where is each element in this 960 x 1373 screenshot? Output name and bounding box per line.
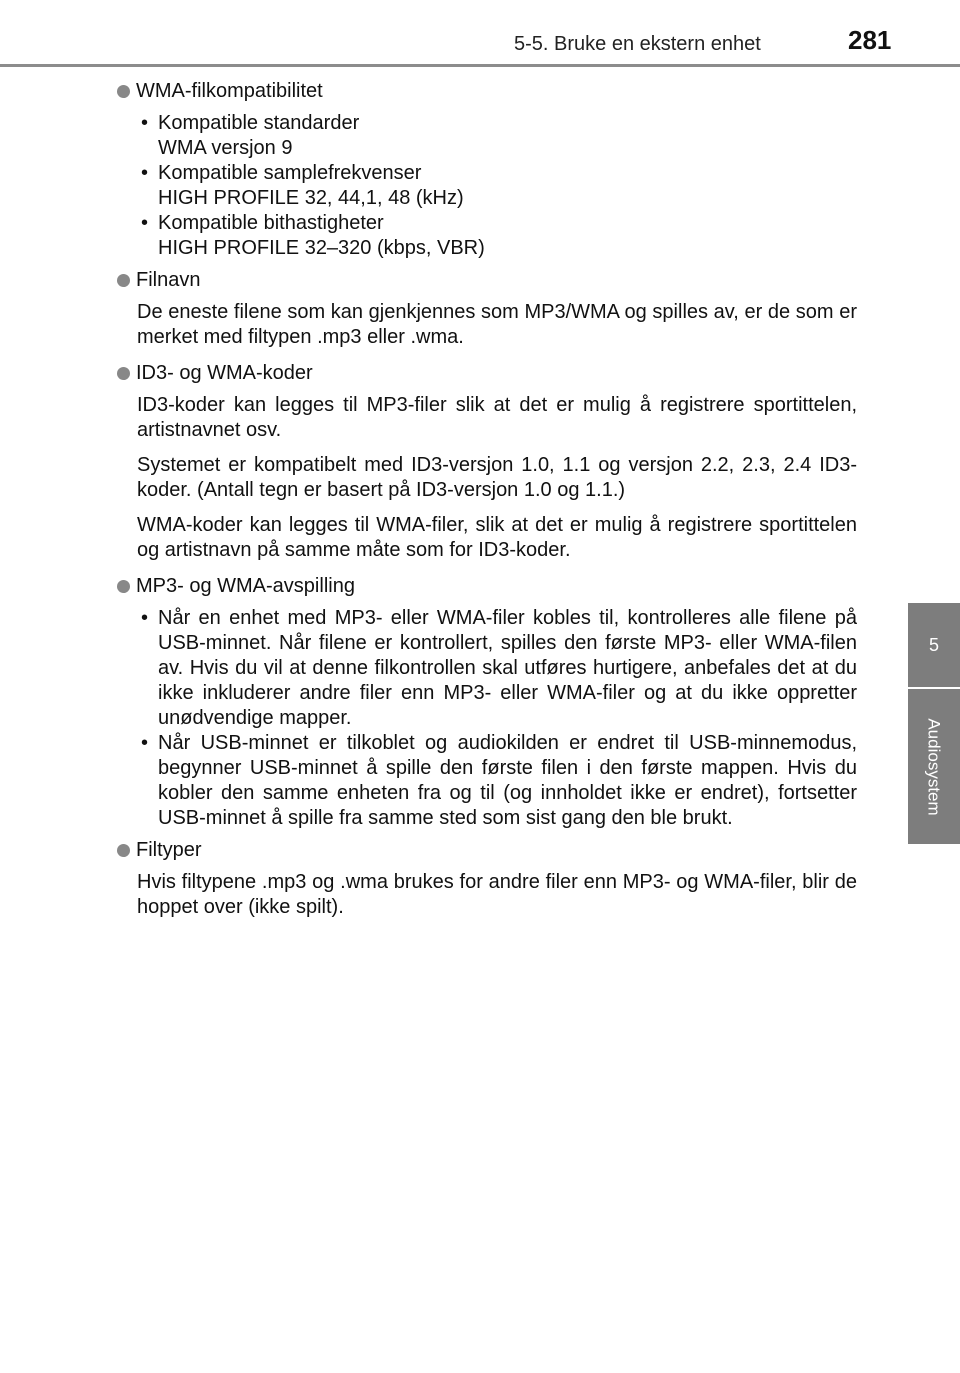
list-item-value: WMA versjon 9 xyxy=(158,137,293,159)
bullet-dot-icon xyxy=(117,580,130,593)
list-item: • Når USB-minnet er tilkoblet og audiokilden er endret til USB-minnemodus, begynner USB-minnet å spille den første filen i den første mappen. Hvis du kobler den samme enheten fra og til (og innholdet ikke er endret), fortsetter USB-minnet å spille fra samme sted som sist gang den ble brukt. xyxy=(141,732,857,829)
section-heading-text: WMA-filkompatibilitet xyxy=(136,80,323,102)
paragraph: ID3-koder kan legges til MP3-filer slik at det er mulig å registrere sportittelen, artistnavnet osv. xyxy=(137,394,857,441)
section-id3-wma-tags xyxy=(117,360,857,563)
section-playback xyxy=(117,573,857,831)
chapter-tab-number: 5 xyxy=(908,603,960,687)
list-item-value: HIGH PROFILE 32, 44,1, 48 (kHz) xyxy=(158,187,464,209)
bullet-dot-icon xyxy=(117,85,130,98)
section-wma-compatibility xyxy=(117,78,857,261)
section-heading xyxy=(117,78,857,105)
section-heading-text: Filnavn xyxy=(136,269,201,291)
list-item-text: Når USB-minnet er tilkoblet og audiokilden er endret til USB-minnemodus, begynner USB-minnet å spille den første filen i den første mappen. Hvis du kobler den samme enheten fra og til (og innholdet ikke er endret), fortsetter USB-minnet å spille fra samme sted som sist gang den ble brukt. xyxy=(158,732,857,829)
section-heading-text: ID3- og WMA-koder xyxy=(136,362,313,384)
list-item-title: Kompatible standarder xyxy=(158,112,360,134)
header-divider xyxy=(0,64,960,67)
section-heading xyxy=(117,267,857,294)
paragraph: WMA-koder kan legges til WMA-filer, slik at det er mulig å registrere sportittelen og artistnavn på samme måte som for ID3-koder. xyxy=(137,514,857,561)
paragraph: Systemet er kompatibelt med ID3-versjon 1.0, 1.1 og versjon 2.2, 2.3, 2.4 ID3-koder. (Antall tegn er basert på ID3-versjon 1.0 og 1.1.) xyxy=(137,454,857,501)
section-filename xyxy=(117,267,857,350)
section-heading-text: MP3- og WMA-avspilling xyxy=(136,575,355,597)
section-heading xyxy=(117,360,857,387)
list-item-value: HIGH PROFILE 32–320 (kbps, VBR) xyxy=(158,237,485,259)
page-number: 281 xyxy=(848,25,892,55)
list-item: • Kompatible standarder WMA versjon 9 xyxy=(141,112,360,159)
chapter-tab-label xyxy=(908,689,960,844)
list-item: • Kompatible bithastigheter HIGH PROFILE 32–320 (kbps, VBR) xyxy=(141,212,485,259)
spec-list xyxy=(137,111,857,261)
page-content xyxy=(117,78,857,930)
list-item-title: Kompatible samplefrekvenser xyxy=(158,162,422,184)
list-item-text: Når en enhet med MP3- eller WMA-filer kobles til, kontrolleres alle filene på USB-minnet. Når filene er kontrollert, spilles den første MP3- eller WMA-filen av. Hvis du vil at denne filkontrollen skal utføres hurtigere, anbefales det at du ikke inkluderer andre filer enn MP3- eller WMA-filer og at du ikke oppretter unødvendige mapper. xyxy=(158,607,857,729)
section-file-types xyxy=(117,837,857,920)
paragraph: Hvis filtypene .mp3 og .wma brukes for andre filer enn MP3- og WMA-filer, blir de hoppet over (ikke spilt). xyxy=(137,871,857,918)
playback-notes-list xyxy=(137,606,857,831)
header-section-title: 5-5. Bruke en ekstern enhet xyxy=(514,33,761,55)
section-heading xyxy=(117,573,857,600)
paragraph: De eneste filene som kan gjenkjennes som MP3/WMA og spilles av, er de som er merket med filtypen .mp3 eller .wma. xyxy=(137,301,857,348)
chapter-tab-label-text: Audiosystem xyxy=(925,717,945,816)
bullet-dot-icon xyxy=(117,274,130,287)
list-item-title: Kompatible bithastigheter xyxy=(158,212,384,234)
section-heading-text: Filtyper xyxy=(136,839,202,861)
bullet-dot-icon xyxy=(117,844,130,857)
list-item: • Kompatible samplefrekvenser HIGH PROFILE 32, 44,1, 48 (kHz) xyxy=(141,162,464,209)
section-heading xyxy=(117,837,857,864)
bullet-dot-icon xyxy=(117,367,130,380)
list-item: • Når en enhet med MP3- eller WMA-filer kobles til, kontrolleres alle filene på USB-minnet. Når filene er kontrollert, spilles den første MP3- eller WMA-filen av. Hvis du vil at denne filkontrollen skal utføres hurtigere, anbefales det at du ikke inkluderer andre filer enn MP3- eller WMA-filer og at du ikke oppretter unødvendige mapper. xyxy=(141,607,857,729)
